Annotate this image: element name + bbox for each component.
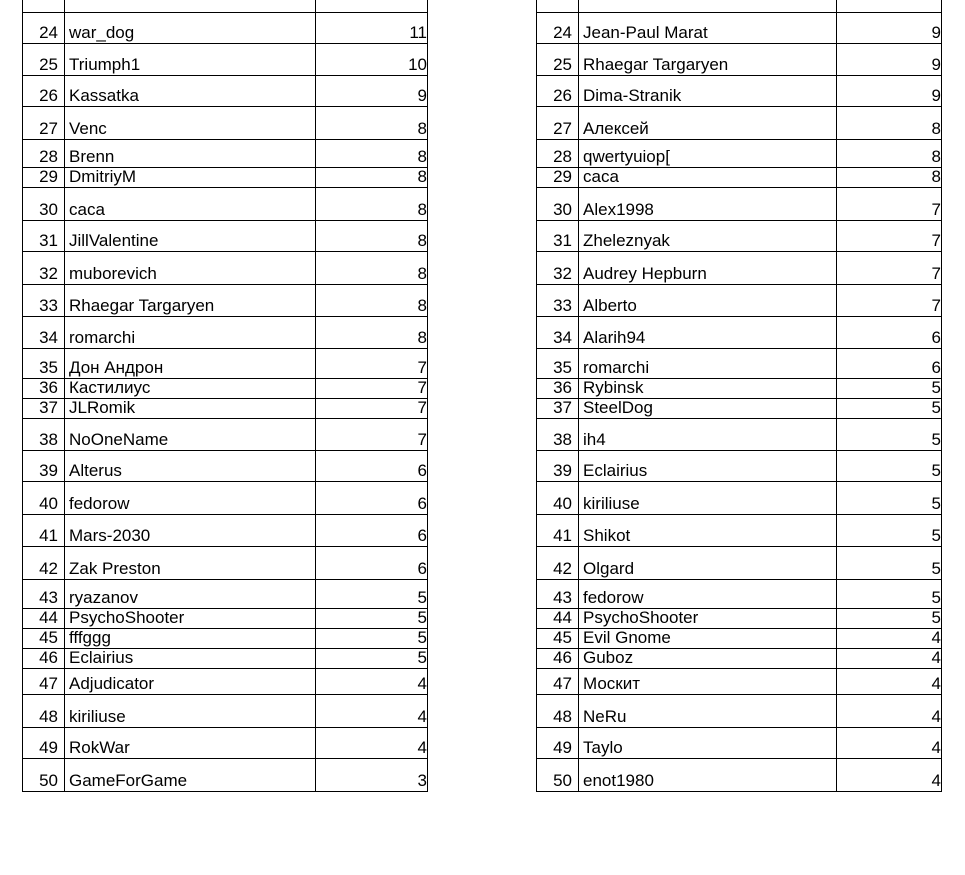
- player-name-cell: war_dog: [65, 13, 316, 44]
- rank-cell: 25: [23, 44, 65, 76]
- table-row: [537, 580, 942, 609]
- score-cell: 9: [837, 13, 942, 44]
- player-name-cell: Alterus: [65, 451, 316, 482]
- right-ranking-table: [536, 0, 942, 792]
- player-name-cell: Rybinsk: [579, 379, 837, 399]
- rank-cell: 31: [23, 221, 65, 252]
- rank-cell: 30: [537, 188, 579, 221]
- table-row: [23, 252, 428, 285]
- table-row: [537, 107, 942, 140]
- player-name-cell: Eclairius: [65, 649, 316, 669]
- player-name-cell: SteelDog: [579, 399, 837, 419]
- rank-cell: 26: [537, 76, 579, 107]
- rank-cell: 36: [23, 379, 65, 399]
- score-cell: 3: [316, 759, 428, 792]
- player-name-cell: kiriliuse: [579, 482, 837, 515]
- rank-cell: 39: [537, 451, 579, 482]
- score-cell: 8: [316, 317, 428, 349]
- left-table-body: [23, 0, 428, 792]
- table-row: [537, 285, 942, 317]
- score-cell: 8: [837, 107, 942, 140]
- player-name-cell: NeRu: [579, 695, 837, 728]
- rank-cell: 46: [23, 649, 65, 669]
- score-cell: 5: [837, 580, 942, 609]
- table-row: [23, 140, 428, 168]
- rank-cell: 33: [23, 285, 65, 317]
- table-row: [23, 515, 428, 547]
- player-name-cell: enot1980: [579, 759, 837, 792]
- table-row: [537, 728, 942, 759]
- player-name-cell: Brenn: [65, 140, 316, 168]
- score-cell: 4: [837, 649, 942, 669]
- score-cell: 4: [837, 669, 942, 695]
- score-cell: 8: [316, 168, 428, 188]
- score-cell: 7: [316, 419, 428, 451]
- player-name-cell: qwertyuiop[: [579, 140, 837, 168]
- rank-cell: 34: [537, 317, 579, 349]
- player-name-cell: Rhaegar Targaryen: [579, 44, 837, 76]
- rank-cell: 48: [23, 695, 65, 728]
- table-row: [23, 379, 428, 399]
- player-name-cell: Alberto: [579, 285, 837, 317]
- rank-cell: 45: [537, 629, 579, 649]
- rank-cell: 35: [23, 349, 65, 379]
- table-row: [537, 13, 942, 44]
- player-name-cell: Mars-2030: [65, 515, 316, 547]
- player-name-cell: Zak Preston: [65, 547, 316, 580]
- table-row: [23, 695, 428, 728]
- table-row: [537, 515, 942, 547]
- player-name-cell: Alex1998: [579, 188, 837, 221]
- score-cell: 8: [837, 168, 942, 188]
- player-name-cell: [65, 0, 316, 13]
- player-name-cell: JLRomik: [65, 399, 316, 419]
- table-row: [537, 419, 942, 451]
- rank-cell: 35: [537, 349, 579, 379]
- player-name-cell: Audrey Hepburn: [579, 252, 837, 285]
- table-row: [23, 44, 428, 76]
- table-row: [537, 649, 942, 669]
- player-name-cell: kiriliuse: [65, 695, 316, 728]
- table-row: [23, 482, 428, 515]
- rank-cell: [537, 0, 579, 13]
- player-name-cell: Guboz: [579, 649, 837, 669]
- table-row: [23, 317, 428, 349]
- player-name-cell: DmitriyM: [65, 168, 316, 188]
- score-cell: 10: [316, 44, 428, 76]
- player-name-cell: fedorow: [579, 580, 837, 609]
- rank-cell: 46: [537, 649, 579, 669]
- player-name-cell: Evil Gnome: [579, 629, 837, 649]
- table-row: [23, 399, 428, 419]
- table-row: [537, 76, 942, 107]
- rank-cell: 32: [23, 252, 65, 285]
- rank-cell: 47: [23, 669, 65, 695]
- table-row: [537, 0, 942, 13]
- score-cell: 6: [837, 349, 942, 379]
- table-row: [23, 759, 428, 792]
- score-cell: 7: [316, 349, 428, 379]
- player-name-cell: ryazanov: [65, 580, 316, 609]
- player-name-cell: RokWar: [65, 728, 316, 759]
- rank-cell: 44: [23, 609, 65, 629]
- rank-cell: 28: [23, 140, 65, 168]
- player-name-cell: Dima-Stranik: [579, 76, 837, 107]
- left-ranking-table: [22, 0, 428, 792]
- score-cell: 5: [837, 451, 942, 482]
- score-cell: [837, 0, 942, 13]
- table-row: [23, 451, 428, 482]
- score-cell: 5: [837, 379, 942, 399]
- player-name-cell: caca: [65, 188, 316, 221]
- table-row: [537, 140, 942, 168]
- score-cell: 8: [316, 107, 428, 140]
- player-name-cell: Zheleznyak: [579, 221, 837, 252]
- score-cell: 5: [837, 547, 942, 580]
- score-cell: 5: [837, 482, 942, 515]
- rank-cell: 30: [23, 188, 65, 221]
- table-row: [537, 399, 942, 419]
- rank-cell: 38: [537, 419, 579, 451]
- table-row: [23, 13, 428, 44]
- rank-cell: 45: [23, 629, 65, 649]
- score-cell: 4: [316, 695, 428, 728]
- player-name-cell: GameForGame: [65, 759, 316, 792]
- rank-cell: 27: [537, 107, 579, 140]
- table-row: [537, 609, 942, 629]
- score-cell: 6: [316, 547, 428, 580]
- table-row: [23, 609, 428, 629]
- score-cell: 6: [316, 451, 428, 482]
- score-cell: 5: [316, 580, 428, 609]
- table-row: [23, 547, 428, 580]
- rank-cell: 24: [537, 13, 579, 44]
- player-name-cell: Olgard: [579, 547, 837, 580]
- rank-cell: 41: [537, 515, 579, 547]
- score-cell: 5: [837, 609, 942, 629]
- table-row: [23, 419, 428, 451]
- score-cell: 4: [837, 695, 942, 728]
- table-row: [537, 252, 942, 285]
- score-cell: 4: [837, 759, 942, 792]
- score-cell: 5: [316, 629, 428, 649]
- table-row: [537, 669, 942, 695]
- score-cell: 7: [837, 221, 942, 252]
- rank-cell: 36: [537, 379, 579, 399]
- score-cell: 8: [316, 285, 428, 317]
- score-cell: 6: [316, 482, 428, 515]
- table-row: [537, 44, 942, 76]
- score-cell: 5: [837, 399, 942, 419]
- score-cell: [316, 0, 428, 13]
- rank-cell: 44: [537, 609, 579, 629]
- rank-cell: 50: [23, 759, 65, 792]
- score-cell: 9: [837, 44, 942, 76]
- table-row: [23, 728, 428, 759]
- score-cell: 8: [316, 252, 428, 285]
- rank-cell: 28: [537, 140, 579, 168]
- score-cell: 5: [316, 649, 428, 669]
- player-name-cell: Adjudicator: [65, 669, 316, 695]
- rank-cell: 29: [23, 168, 65, 188]
- table-row: [537, 629, 942, 649]
- player-name-cell: Triumph1: [65, 44, 316, 76]
- table-row: [23, 0, 428, 13]
- score-cell: 4: [837, 728, 942, 759]
- rank-cell: 24: [23, 13, 65, 44]
- rank-cell: 49: [23, 728, 65, 759]
- rank-cell: 40: [537, 482, 579, 515]
- score-cell: 4: [316, 728, 428, 759]
- score-cell: 9: [316, 76, 428, 107]
- rank-cell: 43: [23, 580, 65, 609]
- player-name-cell: Taylo: [579, 728, 837, 759]
- score-cell: 8: [316, 140, 428, 168]
- score-cell: 5: [837, 419, 942, 451]
- rank-cell: 41: [23, 515, 65, 547]
- score-cell: 8: [837, 140, 942, 168]
- rank-cell: 48: [537, 695, 579, 728]
- player-name-cell: PsychoShooter: [65, 609, 316, 629]
- player-name-cell: Jean-Paul Marat: [579, 13, 837, 44]
- player-name-cell: Дон Андрон: [65, 349, 316, 379]
- player-name-cell: Алексей: [579, 107, 837, 140]
- table-row: [23, 669, 428, 695]
- player-name-cell: PsychoShooter: [579, 609, 837, 629]
- player-name-cell: Eclairius: [579, 451, 837, 482]
- rank-cell: 32: [537, 252, 579, 285]
- score-cell: 8: [316, 221, 428, 252]
- table-row: [537, 349, 942, 379]
- table-row: [537, 188, 942, 221]
- score-cell: 4: [837, 629, 942, 649]
- score-cell: 5: [316, 609, 428, 629]
- player-name-cell: NoOneName: [65, 419, 316, 451]
- player-name-cell: Кастилиус: [65, 379, 316, 399]
- score-cell: 7: [316, 399, 428, 419]
- table-row: [537, 168, 942, 188]
- player-name-cell: romarchi: [65, 317, 316, 349]
- table-row: [537, 379, 942, 399]
- score-cell: 4: [316, 669, 428, 695]
- rank-cell: 37: [537, 399, 579, 419]
- table-row: [537, 547, 942, 580]
- table-row: [23, 649, 428, 669]
- rank-cell: 39: [23, 451, 65, 482]
- player-name-cell: fedorow: [65, 482, 316, 515]
- rank-cell: 42: [23, 547, 65, 580]
- rank-cell: 33: [537, 285, 579, 317]
- table-row: [537, 759, 942, 792]
- rank-cell: 47: [537, 669, 579, 695]
- rank-cell: 38: [23, 419, 65, 451]
- table-row: [23, 285, 428, 317]
- right-table-body: [537, 0, 942, 792]
- rank-cell: 29: [537, 168, 579, 188]
- table-row: [23, 76, 428, 107]
- table-row: [23, 188, 428, 221]
- score-cell: 6: [316, 515, 428, 547]
- player-name-cell: JillValentine: [65, 221, 316, 252]
- rank-cell: 40: [23, 482, 65, 515]
- rank-cell: 27: [23, 107, 65, 140]
- rank-cell: 31: [537, 221, 579, 252]
- table-row: [23, 629, 428, 649]
- rank-cell: 50: [537, 759, 579, 792]
- table-row: [537, 221, 942, 252]
- rank-cell: 49: [537, 728, 579, 759]
- rank-cell: 34: [23, 317, 65, 349]
- table-row: [537, 451, 942, 482]
- table-row: [23, 107, 428, 140]
- player-name-cell: romarchi: [579, 349, 837, 379]
- score-cell: 9: [837, 76, 942, 107]
- player-name-cell: Shikot: [579, 515, 837, 547]
- player-name-cell: caca: [579, 168, 837, 188]
- rank-cell: 37: [23, 399, 65, 419]
- player-name-cell: [579, 0, 837, 13]
- player-name-cell: fffggg: [65, 629, 316, 649]
- table-row: [537, 695, 942, 728]
- player-name-cell: Venc: [65, 107, 316, 140]
- score-cell: 7: [316, 379, 428, 399]
- table-row: [23, 349, 428, 379]
- player-name-cell: Alarih94: [579, 317, 837, 349]
- score-cell: 7: [837, 188, 942, 221]
- table-row: [537, 317, 942, 349]
- table-row: [23, 580, 428, 609]
- score-cell: 7: [837, 252, 942, 285]
- player-name-cell: ih4: [579, 419, 837, 451]
- table-row: [23, 221, 428, 252]
- score-cell: 8: [316, 188, 428, 221]
- player-name-cell: Rhaegar Targaryen: [65, 285, 316, 317]
- table-row: [23, 168, 428, 188]
- score-cell: 7: [837, 285, 942, 317]
- rank-cell: 26: [23, 76, 65, 107]
- rank-cell: 42: [537, 547, 579, 580]
- table-row: [537, 482, 942, 515]
- player-name-cell: Москит: [579, 669, 837, 695]
- rank-cell: 25: [537, 44, 579, 76]
- score-cell: 11: [316, 13, 428, 44]
- score-cell: 6: [837, 317, 942, 349]
- score-cell: 5: [837, 515, 942, 547]
- player-name-cell: Kassatka: [65, 76, 316, 107]
- rank-cell: [23, 0, 65, 13]
- player-name-cell: muborevich: [65, 252, 316, 285]
- rank-cell: 43: [537, 580, 579, 609]
